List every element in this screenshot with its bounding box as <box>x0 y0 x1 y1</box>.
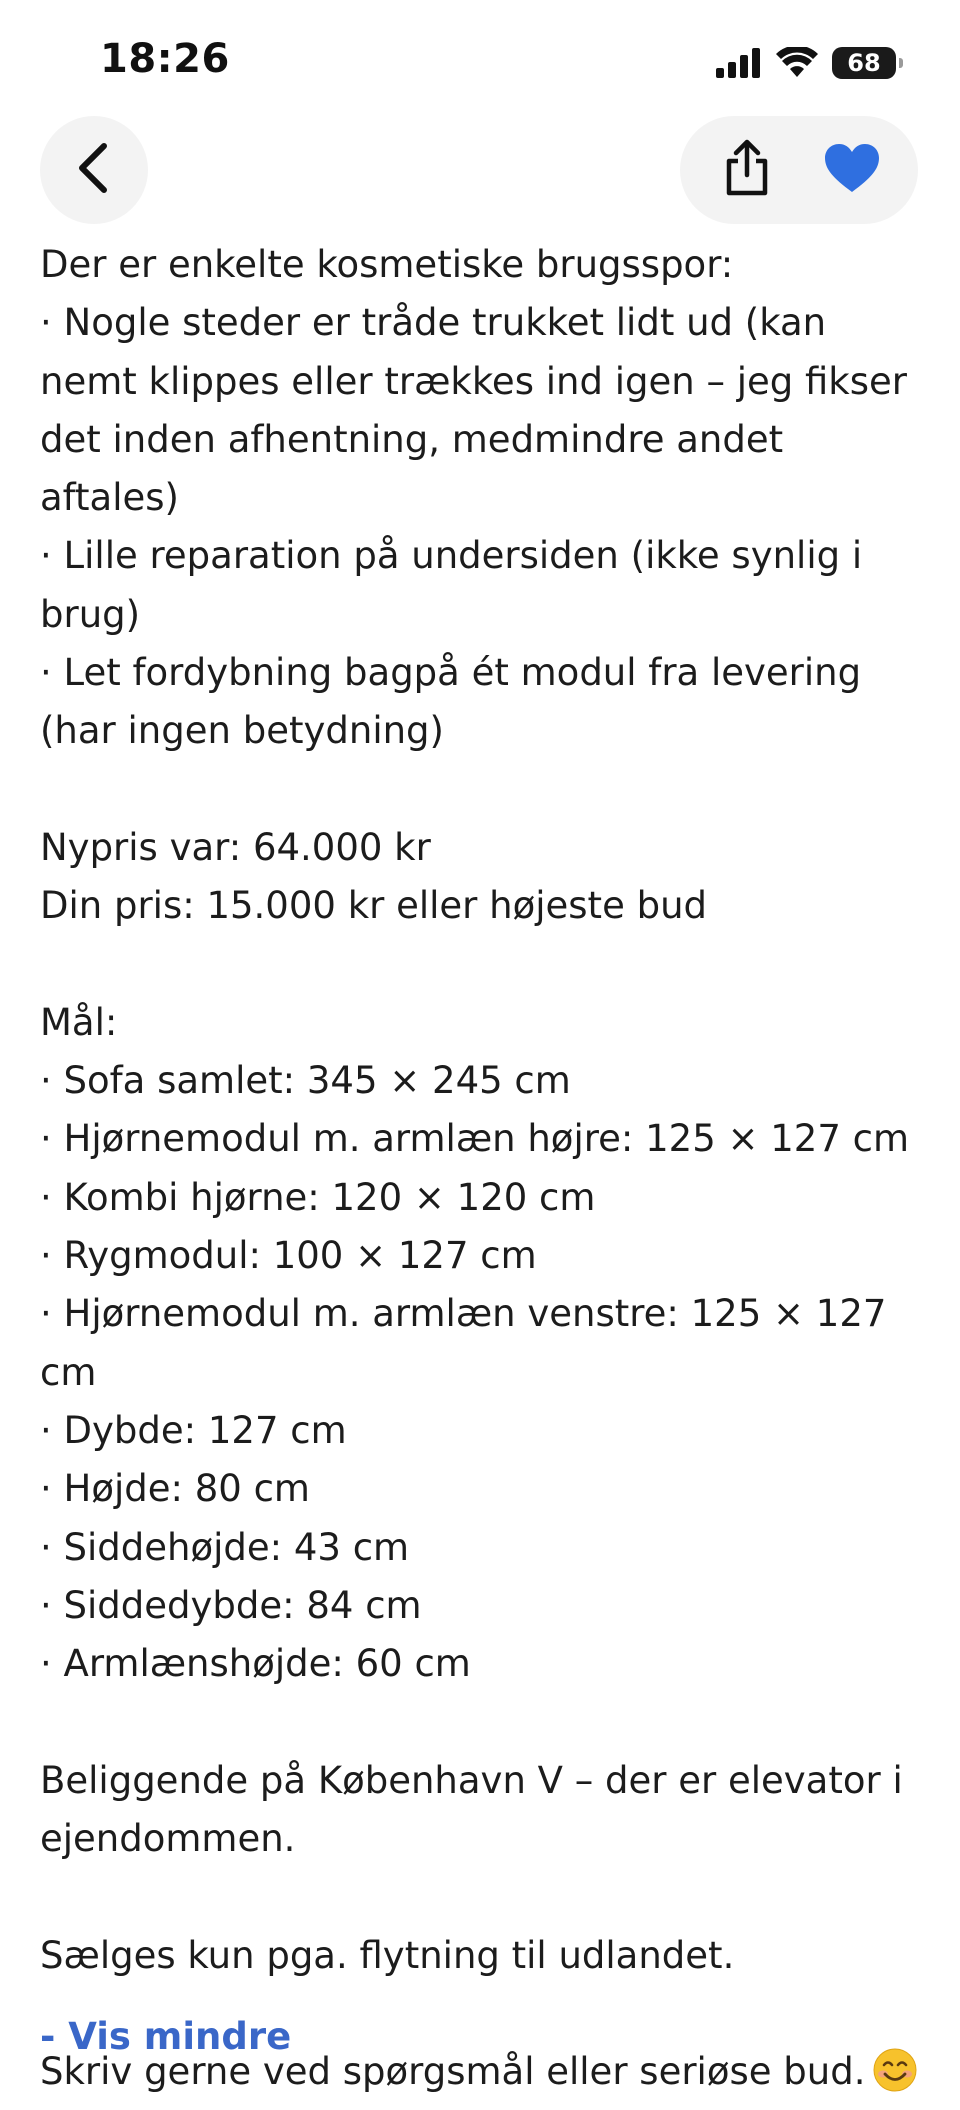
show-less-link[interactable]: - Vis mindre <box>40 2015 292 2058</box>
share-icon <box>723 139 771 201</box>
nav-actions <box>680 116 918 224</box>
back-chevron-icon <box>74 142 114 198</box>
status-bar <box>0 0 960 110</box>
signal-icon <box>716 48 762 78</box>
paragraph-reason: Sælges kun pga. flytning til udlandet. <box>40 1933 735 1977</box>
contact-text: Skriv gerne ved spørgsmål eller seriøse bud. <box>40 2050 866 2094</box>
back-button[interactable] <box>40 116 148 224</box>
wifi-icon <box>776 47 818 79</box>
paragraph-price: Nypris var: 64.000 kr Din pris: 15.000 kr eller højeste bud <box>40 825 708 928</box>
listing-description <box>40 236 920 2102</box>
status-indicators <box>716 46 896 80</box>
share-button[interactable] <box>707 130 787 210</box>
heart-icon <box>823 142 881 198</box>
paragraph-dimensions: Mål: · Sofa samlet: 345 × 245 cm · Hjørnemodul m. armlæn højre: 125 × 127 cm · Kombi hjørne: 120 × 120 cm · Rygmodul: 100 × 127 cm · Hjørnemodul m. armlæn venstre: 125 × 127 cm · Dybde: 127 cm · Højde: 80 cm · Siddehøjde: 43 cm · Siddedybde: 84 cm · Armlænshøjde: 60 cm <box>40 1000 910 1686</box>
favorite-button[interactable] <box>812 130 892 210</box>
paragraph-location: Beliggende på København V – der er elevator i ejendommen. <box>40 1758 903 1861</box>
status-time: 18:26 <box>100 36 230 82</box>
battery-icon <box>832 47 896 79</box>
battery-level: 68 <box>847 49 881 77</box>
paragraph-condition: Der er enkelte kosmetiske brugsspor: · Nogle steder er tråde trukket lidt ud (kan nemt klippes eller trækkes ind igen – jeg fikser det inden afhentning, medmindre andet aftales) · Lille reparation på undersiden (ikke synlig i brug) · Let fordybning bagpå ét modul fra levering (har ingen betydning) <box>40 243 907 753</box>
smiling-face-icon <box>873 2048 917 2092</box>
